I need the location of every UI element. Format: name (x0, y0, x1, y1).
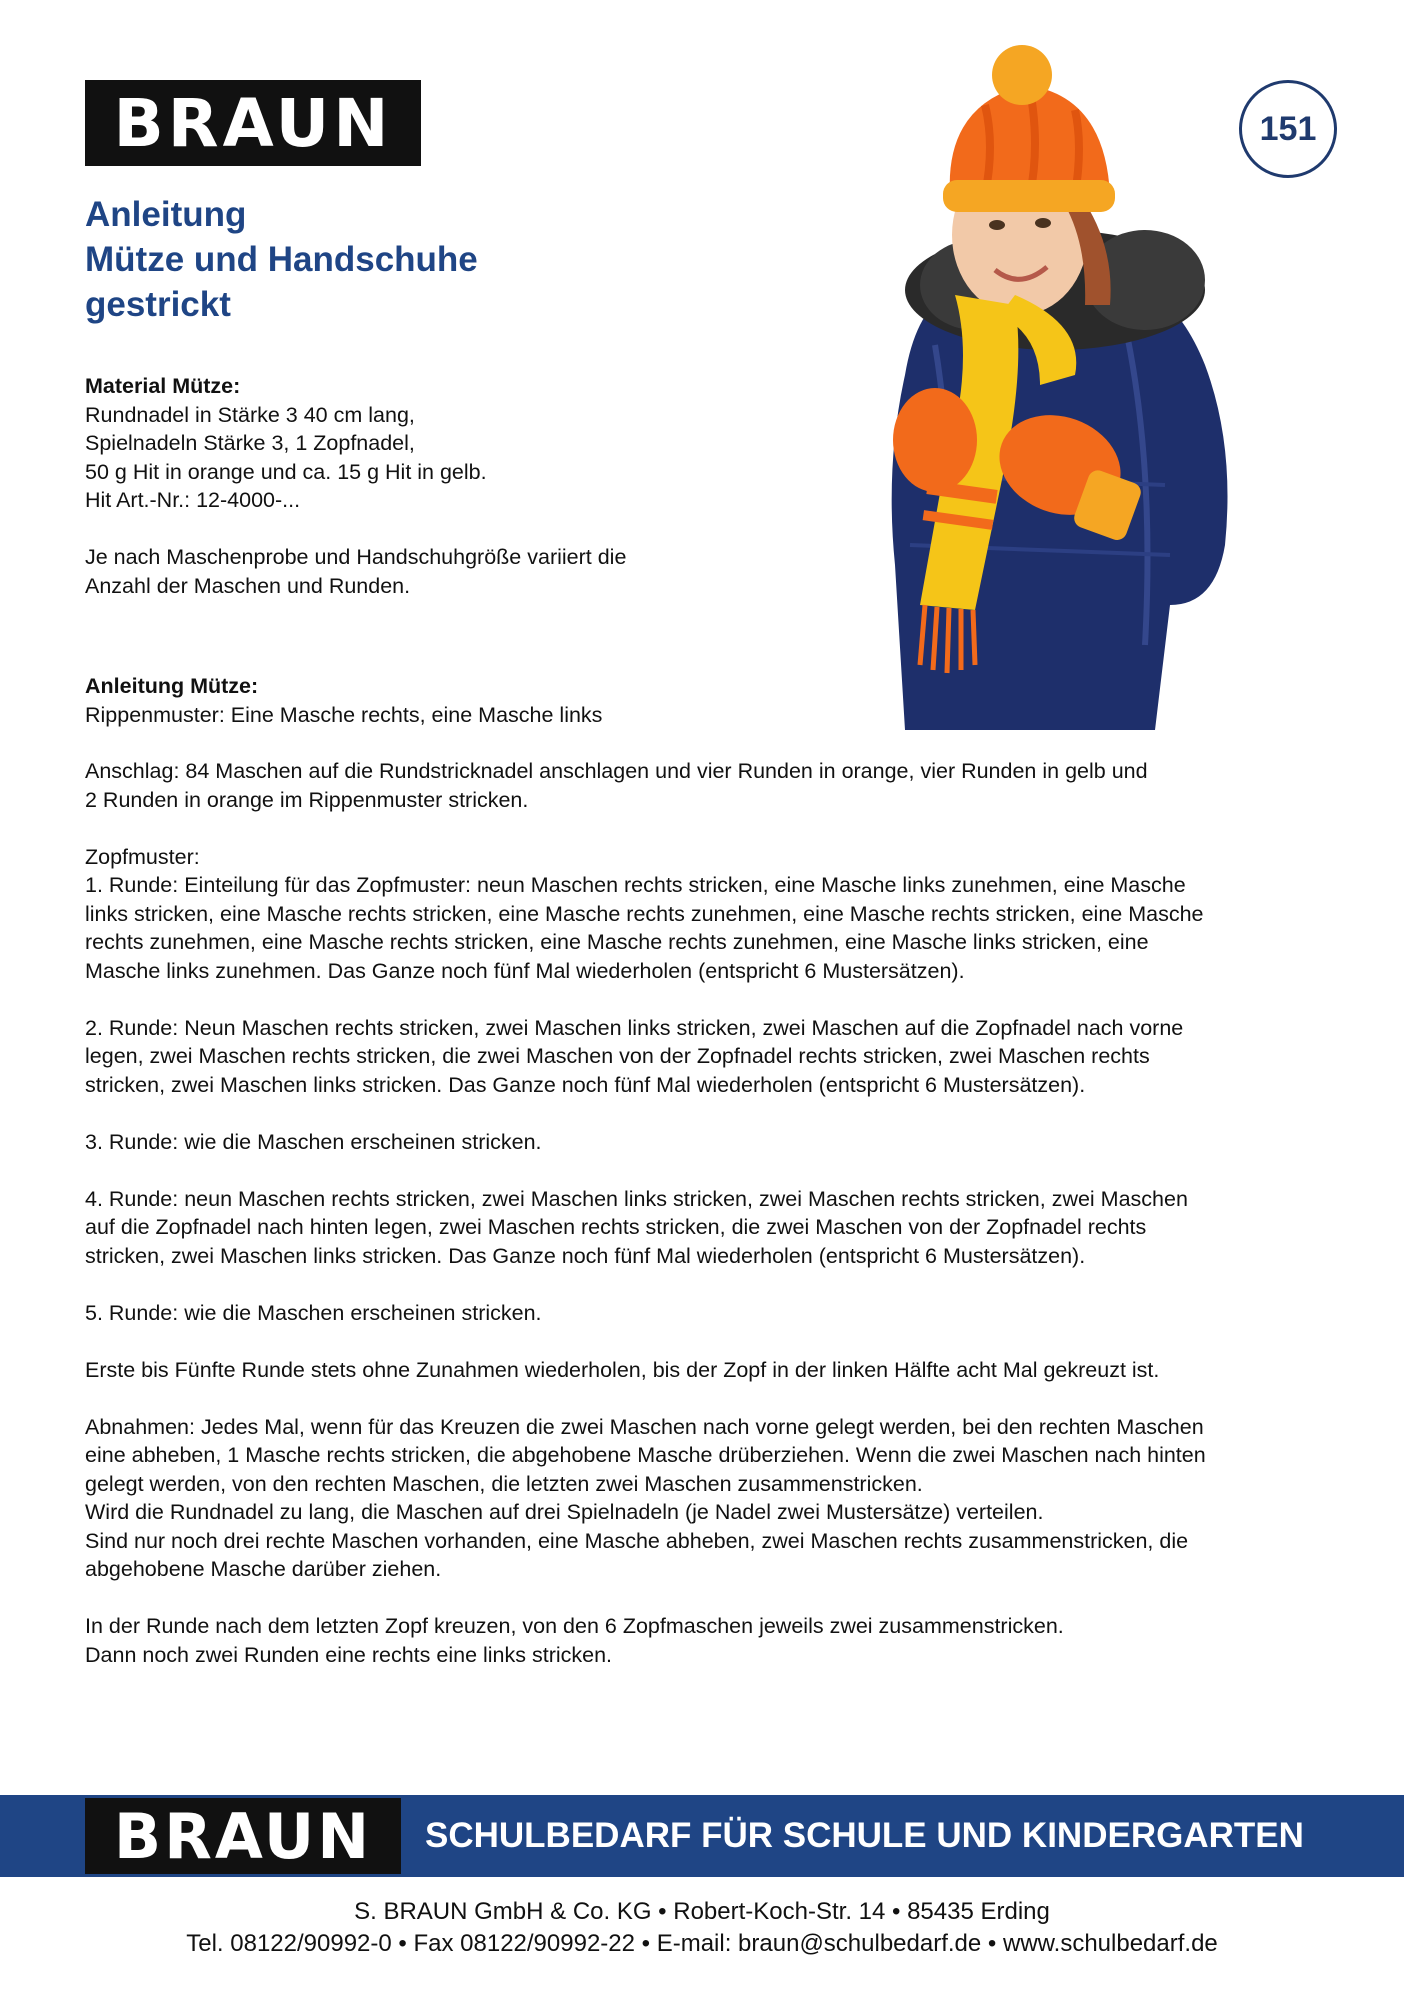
round-5-line: 5. Runde: wie die Maschen erscheinen stricken. (85, 1300, 542, 1325)
title-line-2: Mütze und Handschuhe (85, 240, 478, 279)
round-3-line: 3. Runde: wie die Maschen erscheinen stricken. (85, 1129, 542, 1154)
material-note-line: Je nach Maschenprobe und Handschuhgröße variiert die (85, 545, 627, 569)
decrease-line: Sind nur noch drei rechte Maschen vorhanden, eine Masche abheben, zwei Maschen rechts zusammenstricken, die (85, 1528, 1189, 1553)
footer-braun-logo (85, 1798, 401, 1874)
round-4-line: 4. Runde: neun Maschen rechts stricken, zwei Maschen links stricken, zwei Maschen rechts stricken, zwei Maschen (85, 1186, 1188, 1211)
round-1-line: links stricken, eine Masche rechts stricken, eine Masche rechts zunehmen, eine Masche rechts stricken, eine Masche (85, 901, 1204, 926)
cast-on-line: Anschlag: 84 Maschen auf die Rundstricknadel anschlagen und vier Runden in orange, vier Runden in gelb und (85, 759, 1148, 783)
instructions-heading: Anleitung Mütze: (85, 674, 259, 698)
title-line-1: Anleitung (85, 195, 247, 234)
material-heading: Material Mütze: (85, 374, 241, 398)
rib-pattern-text: Rippenmuster: Eine Masche rechts, eine Masche links (85, 702, 603, 727)
braun-logo-mark (85, 80, 421, 166)
instructions-body (85, 757, 1375, 1669)
final-line: In der Runde nach dem letzten Zopf kreuzen, von den 6 Zopfmaschen jeweils zwei zusammenstricken. (85, 1614, 1064, 1638)
round-4-line: auf die Zopfnadel nach hinten legen, zwei Maschen rechts stricken, die zwei Maschen von der Zopfnadel rechts (85, 1215, 1147, 1239)
instructions-intro (85, 672, 785, 729)
round-2-line: 2. Runde: Neun Maschen rechts stricken, zwei Maschen links stricken, zwei Maschen auf die Zopfnadel nach vorne (85, 1015, 1184, 1040)
footer-contact: Tel. 08122/90992-0 • Fax 08122/90992-22 • E-mail: braun@schulbedarf.de • www.schulbedarf.de (186, 1930, 1218, 1957)
material-line: Rundnadel in Stärke 3 40 cm lang, (85, 402, 415, 427)
round-4-line: stricken, zwei Maschen links stricken. Das Ganze noch fünf Mal wiederholen (entspricht 6 Mustersätzen). (85, 1243, 1086, 1268)
round-2-line: legen, zwei Maschen rechts stricken, die zwei Maschen von der Zopfnadel rechts stricken, zwei Maschen rechts (85, 1044, 1150, 1068)
braun-logo (85, 80, 421, 166)
round-2-line: stricken, zwei Maschen links stricken. Das Ganze noch fünf Mal wiederholen (entspricht 6 Mustersätzen). (85, 1072, 1086, 1097)
footer-braun-logo-mark (85, 1798, 401, 1874)
decrease-line: abgehobene Masche darüber ziehen. (85, 1557, 442, 1581)
material-line: 50 g Hit in orange und ca. 15 g Hit in gelb. (85, 459, 487, 484)
title-line-3: gestrickt (85, 285, 231, 324)
footer-address: S. BRAUN GmbH & Co. KG • Robert-Koch-Str. 14 • 85435 Erding (354, 1898, 1050, 1925)
cast-on-line: 2 Runden in orange im Rippenmuster stricken. (85, 787, 529, 812)
repeat-line: Erste bis Fünfte Runde stets ohne Zunahmen wiederholen, bis der Zopf in der linken Hälfte acht Mal gekreuzt ist. (85, 1357, 1160, 1382)
footer-slogan: SCHULBEDARF FÜR SCHULE UND KINDERGARTEN (425, 1816, 1304, 1855)
footer-braun-logo-text: BRAUN (113, 1800, 373, 1873)
round-1-line: Masche links zunehmen. Das Ganze noch fünf Mal wiederholen (entspricht 6 Mustersätzen). (85, 958, 965, 983)
round-1-line: rechts zunehmen, eine Masche rechts stricken, eine Masche rechts zunehmen, eine Masche links stricken, eine (85, 930, 1149, 954)
material-note-line: Anzahl der Maschen und Runden. (85, 573, 411, 598)
final-line: Dann noch zwei Runden eine rechts eine links stricken. (85, 1642, 613, 1667)
cable-pattern-heading: Zopfmuster: (85, 844, 200, 869)
decrease-line: Abnahmen: Jedes Mal, wenn für das Kreuzen die zwei Maschen nach vorne gelegt werden, bei den rechten Maschen (85, 1414, 1204, 1439)
page-number-badge: 151 (1239, 80, 1337, 178)
braun-logo-text: BRAUN (113, 85, 393, 162)
decrease-line: gelegt werden, von den rechten Maschen, die letzten zwei Maschen zusammenstricken. (85, 1471, 923, 1496)
material-section (85, 372, 705, 600)
decrease-line: Wird die Rundnadel zu lang, die Maschen auf drei Spielnadeln (je Nadel zwei Mustersätze) verteilen. (85, 1500, 1044, 1524)
child-in-knitted-hat-scarf-mittens-photo (825, 45, 1265, 730)
decrease-line: eine abheben, 1 Masche rechts stricken, die abgehobene Masche drüberziehen. Wenn die zwei Maschen nach hinten (85, 1443, 1206, 1467)
round-1-line: 1. Runde: Einteilung für das Zopfmuster: neun Maschen rechts stricken, eine Masche links zunehmen, eine Masche (85, 873, 1186, 897)
material-line: Hit Art.-Nr.: 12-4000-... (85, 488, 301, 512)
material-line: Spielnadeln Stärke 3, 1 Zopfnadel, (85, 431, 415, 455)
page-title (85, 192, 705, 327)
